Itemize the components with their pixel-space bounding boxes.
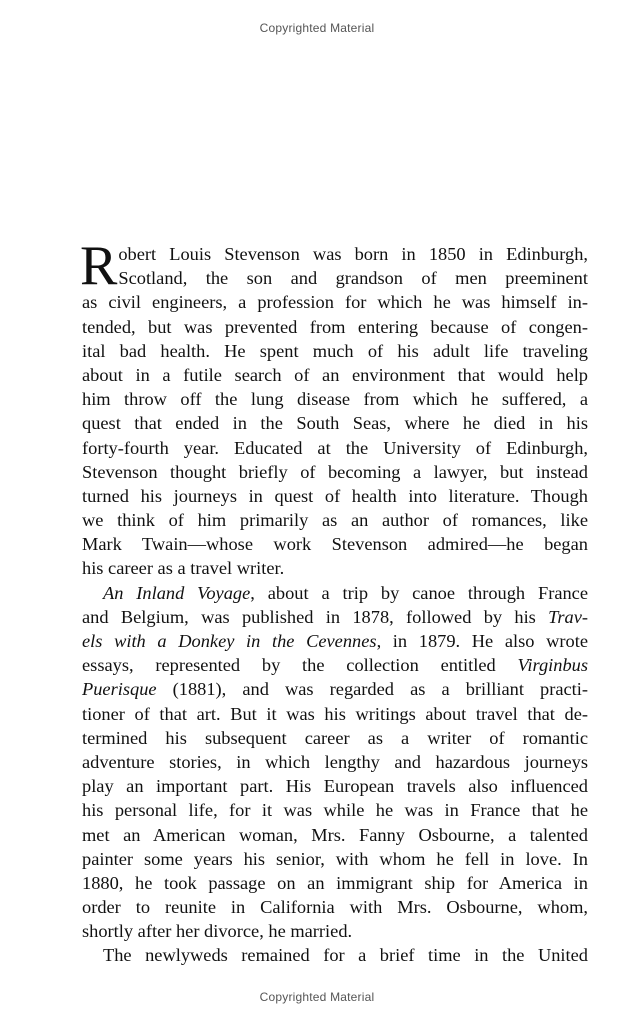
text-run: and Belgium, was published in 1878, followed by his xyxy=(82,606,549,627)
book-title: Virginbus xyxy=(517,655,588,676)
book-title: Puerisque xyxy=(82,679,157,700)
text-line xyxy=(82,605,588,629)
text-line: as civil engineers, a profession for which he was himself in- xyxy=(82,292,588,313)
text-run: essays, represented by the collection entitled xyxy=(82,655,518,676)
paragraph-2 xyxy=(82,581,588,944)
text-line: his personal life, for it was while he was in France that he xyxy=(82,800,588,821)
text-line xyxy=(82,653,588,677)
text-line: 1880, he took passage on an immigrant ship for America in xyxy=(82,872,588,893)
text-line: about in a futile search of an environment that would help xyxy=(82,364,588,385)
text-line: adventure stories, in which lengthy and hazardous journeys xyxy=(82,751,588,772)
text-line: tended, but was prevented from entering because of congen- xyxy=(82,316,588,337)
watermark-top: Copyrighted Material xyxy=(259,21,375,35)
text-line: play an important part. His European travels also influenced xyxy=(82,776,588,797)
text-run: (1881), and was regarded as a brilliant practi- xyxy=(156,679,588,700)
text-line: Mark Twain—whose work Stevenson admired—he began xyxy=(82,534,588,555)
text-run: , about a trip by canoe through France xyxy=(250,582,588,603)
paragraph-1 xyxy=(80,235,588,581)
text-line: shortly after her divorce, he married. xyxy=(82,921,353,942)
book-title: els with a Donkey in the Cevennes xyxy=(82,631,377,651)
text-line: his career as a travel writer. xyxy=(82,558,285,579)
text-line: met an American woman, Mrs. Fanny Osbourne, a talented xyxy=(82,824,588,845)
text-line: The newlyweds remained for a brief time in the United xyxy=(103,945,588,966)
text-line: ital bad health. He spent much of his adult life traveling xyxy=(82,340,588,361)
text-line: turned his journeys in quest of health into literature. Though xyxy=(82,485,588,506)
text-line: Stevenson thought briefly of becoming a lawyer, but instead xyxy=(82,461,588,482)
text-line: tioner of that art. But it was his writings about travel that de- xyxy=(82,703,588,724)
text-line: we think of him primarily as an author of romances, like xyxy=(82,510,588,531)
text-line xyxy=(82,677,588,701)
text-line xyxy=(82,629,588,653)
text-line: termined his subsequent career as a writer of romantic xyxy=(82,727,588,748)
text-run: , in 1879. He also wrote xyxy=(376,631,588,651)
text-line: him throw off the lung disease from which he suffered, a xyxy=(82,389,588,410)
text-line: forty-fourth year. Educated at the University of Edinburgh, xyxy=(82,437,588,458)
book-title: Trav- xyxy=(548,606,588,627)
text-line: painter some years his senior, with whom he fell in love. In xyxy=(82,848,588,869)
text-line: order to reunite in California with Mrs. Osbourne, whom, xyxy=(82,897,588,918)
text-line: Scotland, the son and grandson of men preeminent xyxy=(118,268,588,289)
paragraph-3 xyxy=(82,943,588,967)
drop-cap: R xyxy=(80,235,118,297)
book-title: An Inland Voyage xyxy=(103,582,251,603)
page-body xyxy=(80,235,588,968)
watermark-bottom: Copyrighted Material xyxy=(259,990,375,1004)
text-line: obert Louis Stevenson was born in 1850 in Edinburgh, xyxy=(118,244,588,264)
text-line: quest that ended in the South Seas, where he died in his xyxy=(82,413,588,434)
text-line xyxy=(82,581,588,605)
